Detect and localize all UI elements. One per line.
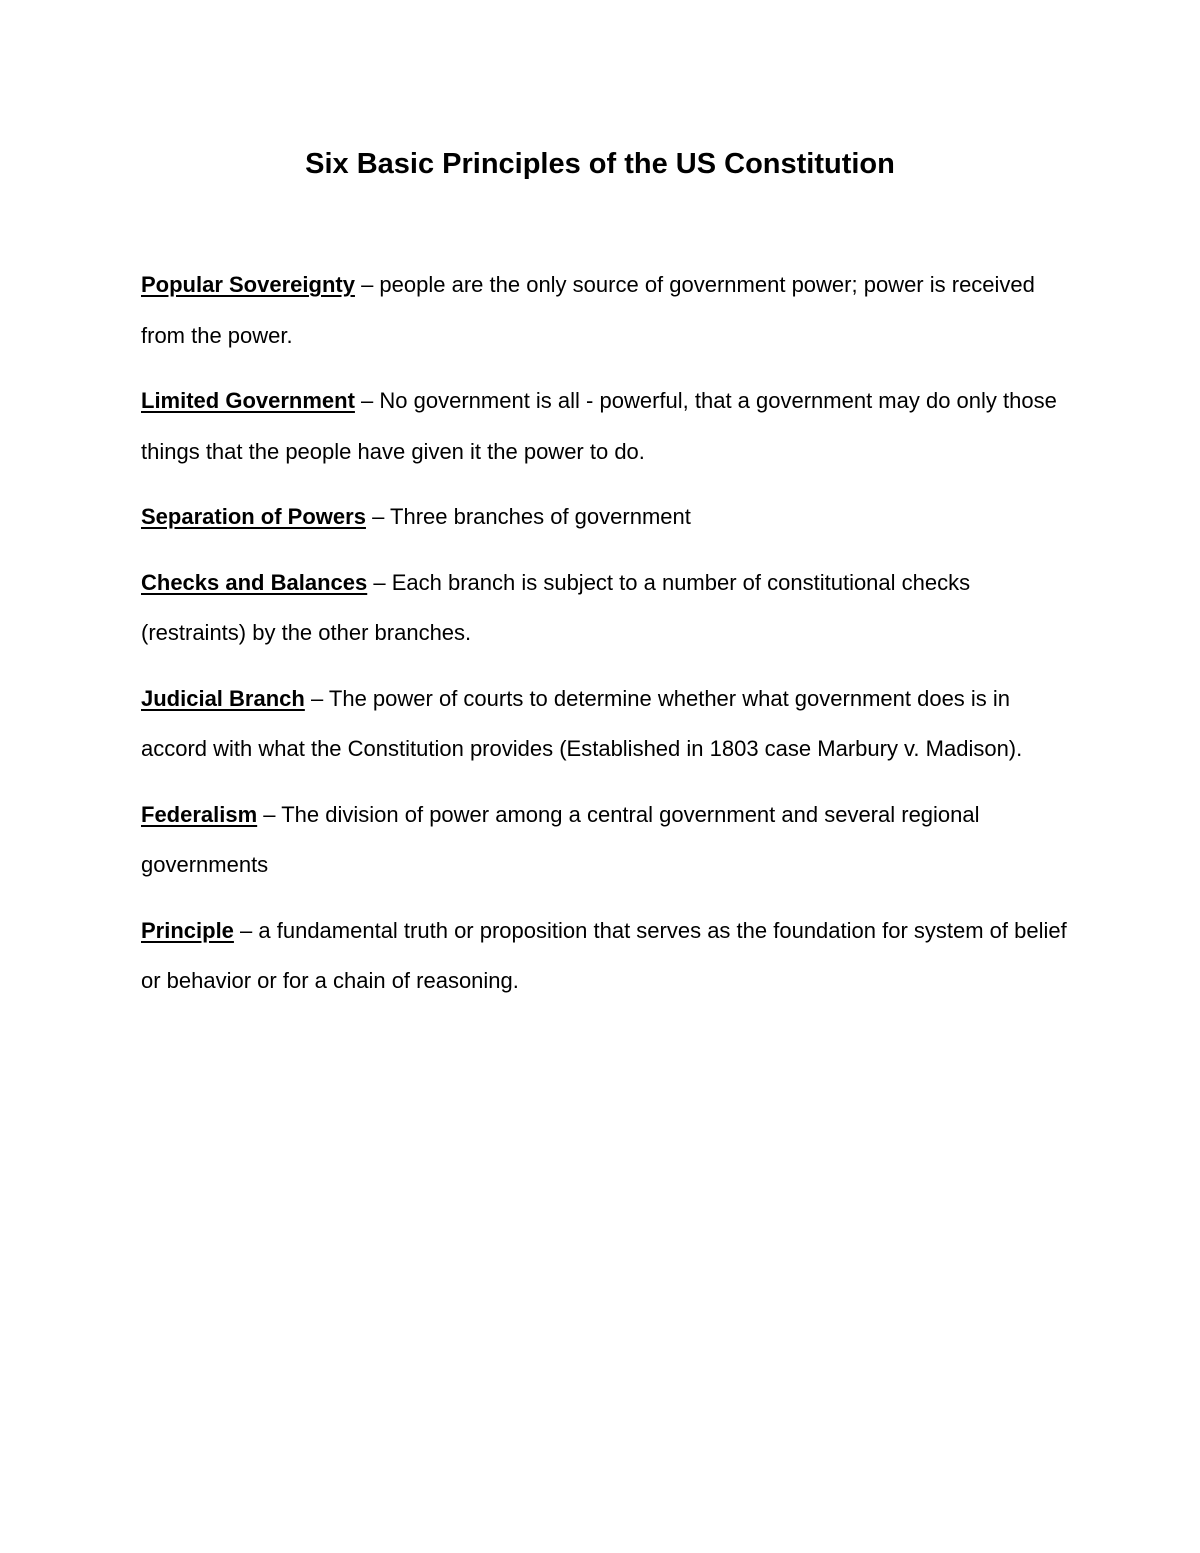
term-limited-government: Limited Government bbox=[141, 388, 355, 413]
term-checks-and-balances: Checks and Balances bbox=[141, 569, 368, 595]
definition-judicial-branch: The power of courts to determine whether what government does is in accord with what the Constitution provides (Established in 1803 case Marbury v. Madison). bbox=[141, 685, 1023, 761]
term-principle: Principle bbox=[141, 917, 234, 943]
definition-principle: a fundamental truth or proposition that serves as the foundation for system of belief or behavior or for a chain of reasoning. bbox=[141, 917, 1067, 993]
term-separator: – bbox=[233, 917, 259, 943]
definition-separation-of-powers: Three branches of government bbox=[390, 504, 691, 529]
term-separator: – bbox=[367, 569, 392, 595]
term-separator: – bbox=[257, 801, 282, 827]
term-federalism: Federalism bbox=[141, 801, 258, 827]
term-judicial-branch: Judicial Branch bbox=[141, 685, 305, 711]
principles-list bbox=[141, 260, 1071, 1022]
principle-entry-popular-sovereignty bbox=[141, 260, 1071, 361]
definition-popular-sovereignty: people are the only source of government power; power is received from the power. bbox=[141, 272, 1035, 348]
principle-entry-federalism bbox=[141, 790, 1071, 891]
principle-entry-checks-and-balances bbox=[141, 558, 1071, 659]
definition-checks-and-balances: Each branch is subject to a number of constitutional checks (restraints) by the other branches. bbox=[141, 569, 971, 645]
principle-entry-separation-of-powers bbox=[141, 492, 1071, 543]
principle-entry-limited-government bbox=[141, 376, 1071, 477]
term-separation-of-powers: Separation of Powers bbox=[141, 504, 366, 529]
term-separator: – bbox=[354, 388, 380, 413]
term-separator: – bbox=[354, 272, 380, 297]
document-title: Six Basic Principles of the US Constitution bbox=[305, 148, 895, 180]
definition-limited-government: No government is all - powerful, that a government may do only those things that the people have given it the power to do. bbox=[141, 388, 1057, 464]
definition-federalism: The division of power among a central government and several regional governments bbox=[141, 801, 980, 877]
principle-entry-principle bbox=[141, 906, 1071, 1007]
term-separator: – bbox=[304, 685, 329, 711]
term-separator: – bbox=[365, 504, 391, 529]
principle-entry-judicial-branch bbox=[141, 674, 1071, 775]
term-popular-sovereignty: Popular Sovereignty bbox=[141, 272, 355, 297]
